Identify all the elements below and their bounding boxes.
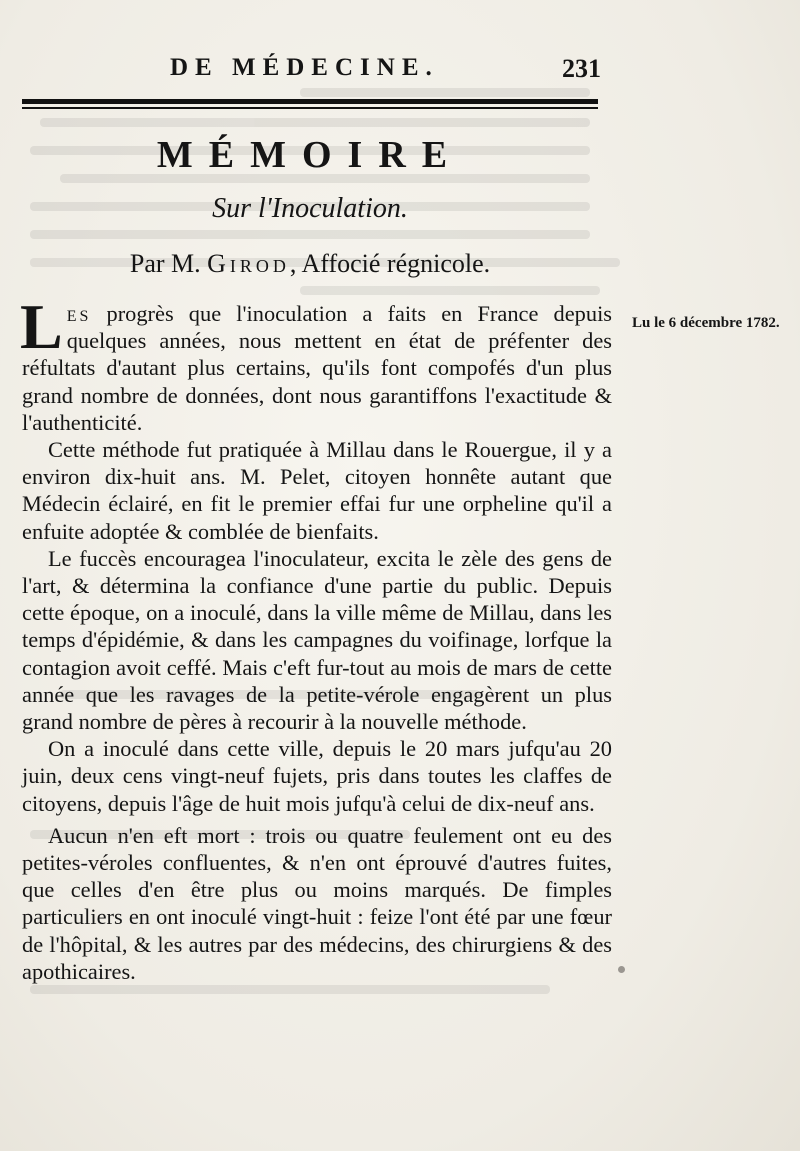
running-head-title: DE MÉDECINE.	[170, 54, 439, 81]
paragraph-5: Aucun n'en eft mort : trois ou quatre feulement ont eu des petites-véroles confluentes, & n'en ont éprouvé d'autres fuites, que celles d'en être plus ou moins marqués. De fimples particuliers en ont inoculé vingt-huit : feize l'ont été par une fœur de l'hôpital, & les autres par des médecins, des chirurgiens & des apothicaires.	[22, 822, 612, 984]
header-rule-thin	[22, 107, 598, 109]
header-rule-thick	[22, 99, 598, 104]
memoir-subtitle: Sur l'Inoculation.	[212, 193, 408, 224]
paragraph-2: Cette méthode fut pratiquée à Millau dans le Rouergue, il y a environ dix-huit ans. M. Pelet, citoyen honnête autant que Médecin éclairé, en fit le premier effai fur une orpheline qu'il a enfuite adoptée & comblée de bienfaits.	[22, 437, 612, 544]
running-head	[0, 54, 800, 84]
byline-prefix: Par M.	[129, 249, 201, 278]
page-number: 231	[562, 54, 601, 83]
memoir-title: MÉMOIRE	[156, 134, 464, 176]
body-text	[20, 291, 612, 985]
author-byline	[0, 249, 620, 279]
author-name: Girod	[207, 249, 290, 278]
paragraph-3: Le fuccès encouragea l'inoculateur, excita le zèle des gens de l'art, & détermina la confiance d'une partie du public. Depuis cette époque, on a inoculé, dans la ville même de Millau, dans les temps d'épidémie, & dans les campagnes du voifinage, lorfque la contagion avoit ceffé. Mais c'eft fur-tout au mois de mars de cette année que les ravages de la petite-vérole engagèrent un plus grand nombre de pères à recourir à la nouvelle méthode.	[22, 545, 612, 735]
drop-cap: L	[20, 291, 63, 362]
paragraph-4: On a inoculé dans cette ville, depuis le 20 mars jufqu'au 20 juin, deux cens vingt-neuf fujets, pris dans toutes les claffes de citoyens, depuis l'âge de huit mois jufqu'à celui de dix-neuf ans.	[22, 736, 612, 816]
paragraph-1	[20, 291, 612, 436]
ink-spot	[618, 966, 625, 973]
paragraph-1-text: progrès que l'inoculation a faits en France depuis quelques années, nous mettent en état de préfenter des réfultats d'autant plus certains, qu'ils font compofés d'un plus grand nombre de données, dont nous garantiffons l'exactitude & l'authenticité.	[22, 301, 612, 435]
margin-note: Lu le 6 décembre 1782.	[632, 315, 780, 331]
paragraph-1-caps: es	[66, 301, 92, 326]
byline-suffix: , Affocié régnicole.	[289, 249, 491, 278]
